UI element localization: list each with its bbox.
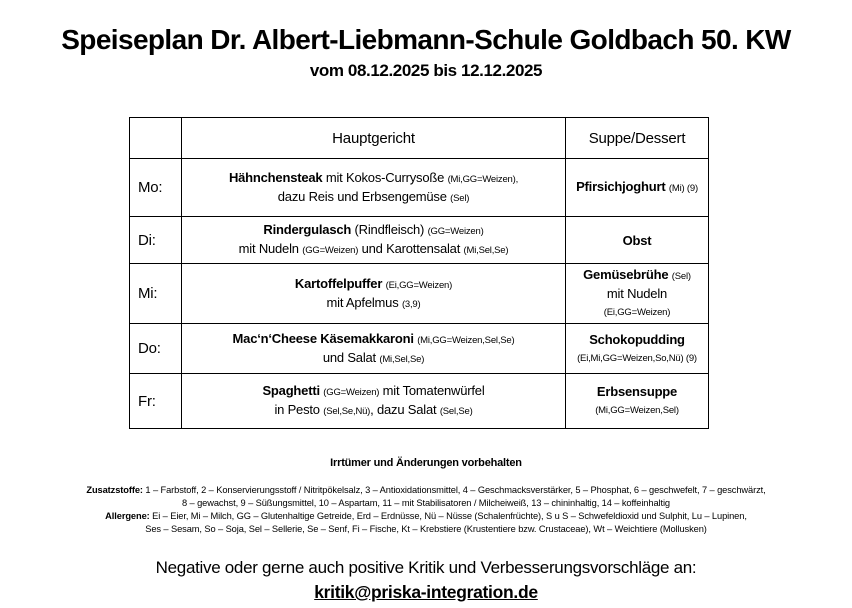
text-segment: und Karottensalat — [358, 241, 464, 256]
text-segment: Kartoffelpuffer — [294, 275, 386, 291]
text-segment: (Mi,GG=Weizen,Sel,Se) — [417, 334, 515, 346]
day-label-cell: Fr: — [130, 374, 182, 429]
text-segment: (Mi,GG=Weizen,Sel) — [595, 405, 679, 416]
text-segment: (Rindfleisch) — [351, 222, 428, 237]
text-segment: (3,9) — [401, 298, 421, 310]
menu-table-body — [130, 159, 709, 429]
main-course-cell — [182, 217, 566, 264]
text-segment: Pfirsichjoghurt — [576, 179, 669, 194]
text-segment: Ses – Sesam, So – Soja, Sel – Sellerie, Se – Senf, Fi – Fische, Kt – Krebstiere (Krustentiere bzw. Crustaceae), Wt – Weichtiere (Mollusken) — [145, 524, 707, 534]
soup-dessert-cell — [566, 159, 709, 217]
dish-line — [186, 240, 561, 259]
allergens-line-2 — [0, 523, 852, 536]
feedback-email-line — [0, 582, 852, 603]
text-segment: in Pesto — [274, 402, 324, 417]
text-segment: Gemüsebrühe — [583, 267, 672, 282]
additives-line-2 — [0, 497, 852, 510]
dish-line — [570, 383, 704, 400]
disclaimer-text: Irrtümer und Änderungen vorbehalten — [330, 457, 522, 469]
text-segment: dazu Reis und Erbsengemüse — [277, 188, 451, 204]
text-segment: Schokopudding — [589, 331, 685, 347]
text-segment: mit Kokos-Currysoße — [322, 169, 448, 185]
text-segment: (Ei,GG=Weizen) — [385, 279, 453, 291]
menu-row — [130, 324, 709, 374]
text-segment: (GG=Weizen) — [302, 245, 359, 256]
text-segment: (GG=Weizen) — [427, 226, 484, 237]
text-segment: (Sel,Se) — [439, 406, 473, 417]
text-segment: Mac‘n‘Cheese Käsemakkaroni — [232, 330, 418, 346]
soup-dessert-column-header: Suppe/Dessert — [566, 118, 709, 159]
text-segment: mit Nudeln — [606, 286, 668, 301]
text-segment: mit Tomatenwürfel — [379, 383, 485, 398]
text-segment: , dazu Salat — [370, 402, 440, 417]
dish-line — [570, 232, 704, 249]
soup-dessert-cell — [566, 374, 709, 429]
text-segment: (Mi,Sel,Se) — [379, 353, 425, 365]
text-segment: (Mi) (9) — [668, 183, 698, 194]
text-segment: Zusatzstoffe: — [86, 485, 143, 495]
day-label-cell: Mo: — [130, 159, 182, 217]
text-segment: (GG=Weizen) — [323, 387, 380, 398]
text-segment: Hähnchensteak — [228, 169, 323, 185]
text-segment: Obst — [622, 232, 652, 248]
day-label-cell: Mi: — [130, 264, 182, 324]
additives-line-1 — [0, 484, 852, 497]
text-segment: mit Apfelmus — [326, 294, 402, 310]
day-label-cell: Do: — [130, 324, 182, 374]
text-segment: 1 – Farbstoff, 2 – Konservierungsstoff / Nitritpökelsalz, 3 – Antioxidationsmittel, 4 – Geschmacksverstärker, 5 – Phosphat, 6 – geschwefelt, 7 – geschwärzt, — [142, 485, 766, 495]
dish-line — [570, 331, 704, 348]
dish-line — [570, 178, 704, 197]
dish-line — [186, 188, 561, 207]
dish-line — [186, 169, 561, 188]
text-segment: Spaghetti — [262, 383, 324, 398]
text-segment: mit Nudeln — [238, 241, 303, 256]
header-row — [130, 118, 709, 159]
dish-line — [186, 294, 561, 313]
menu-row — [130, 374, 709, 429]
main-course-column-header: Hauptgericht — [182, 118, 566, 159]
text-segment: Allergene: — [105, 511, 150, 521]
soup-dessert-cell — [566, 217, 709, 264]
soup-dessert-cell — [566, 264, 709, 324]
menu-table-header — [130, 118, 709, 159]
main-course-cell — [182, 264, 566, 324]
date-range: vom 08.12.2025 bis 12.12.2025 — [309, 61, 543, 80]
feedback-email-link[interactable]: kritik@priska-integration.de — [314, 582, 538, 602]
text-segment: (Mi,GG=Weizen), — [447, 173, 519, 185]
dish-line — [570, 400, 704, 419]
soup-dessert-cell — [566, 324, 709, 374]
main-course-cell — [182, 374, 566, 429]
text-segment: (Sel,Se,Nü) — [323, 406, 371, 417]
text-segment: Erbsensuppe — [596, 384, 678, 399]
feedback-prompt: Negative oder gerne auch positive Kritik und Verbesserungsvorschläge an: — [155, 558, 697, 577]
main-course-cell — [182, 324, 566, 374]
text-segment: (Sel) — [450, 192, 470, 204]
menu-table — [129, 117, 709, 429]
dish-line — [570, 348, 704, 367]
text-segment: (Ei,Mi,GG=Weizen,So,Nü) (9) — [577, 352, 697, 364]
text-segment: und Salat — [322, 349, 380, 365]
day-label-cell: Di: — [130, 217, 182, 264]
dish-line — [570, 285, 704, 302]
text-segment: Rindergulasch — [263, 222, 352, 237]
dish-line — [570, 266, 704, 285]
dish-line — [570, 302, 704, 321]
dish-line — [186, 401, 561, 420]
text-segment: (Sel) — [671, 271, 691, 282]
allergens-line-1 — [0, 510, 852, 523]
text-segment: (Ei,GG=Weizen) — [603, 307, 671, 318]
main-course-cell — [182, 159, 566, 217]
menu-row — [130, 159, 709, 217]
dish-line — [186, 349, 561, 368]
page-title: Speiseplan Dr. Albert-Liebmann-Schule Goldbach 50. KW — [61, 24, 791, 55]
day-column-header — [130, 118, 182, 159]
text-segment: 8 – gewachst, 9 – Süßungsmittel, 10 – Aspartam, 11 – mit Stabilisatoren / Milcheiweiß, 13 – chininhaltig, 14 – koffeinhaltig — [181, 498, 670, 508]
dish-line — [186, 221, 561, 240]
text-segment: (Mi,Sel,Se) — [463, 245, 509, 256]
menu-row — [130, 217, 709, 264]
dish-line — [186, 330, 561, 349]
dish-line — [186, 275, 561, 294]
footnotes-block — [0, 484, 852, 536]
text-segment: Ei – Eier, Mi – Milch, GG – Glutenhaltige Getreide, Erd – Erdnüsse, Nü – Nüsse (Schalenfrüchte), S u S – Schwefeldioxid und Sulphit, Lu – Lupinen, — [149, 511, 747, 521]
menu-row — [130, 264, 709, 324]
dish-line — [186, 382, 561, 401]
